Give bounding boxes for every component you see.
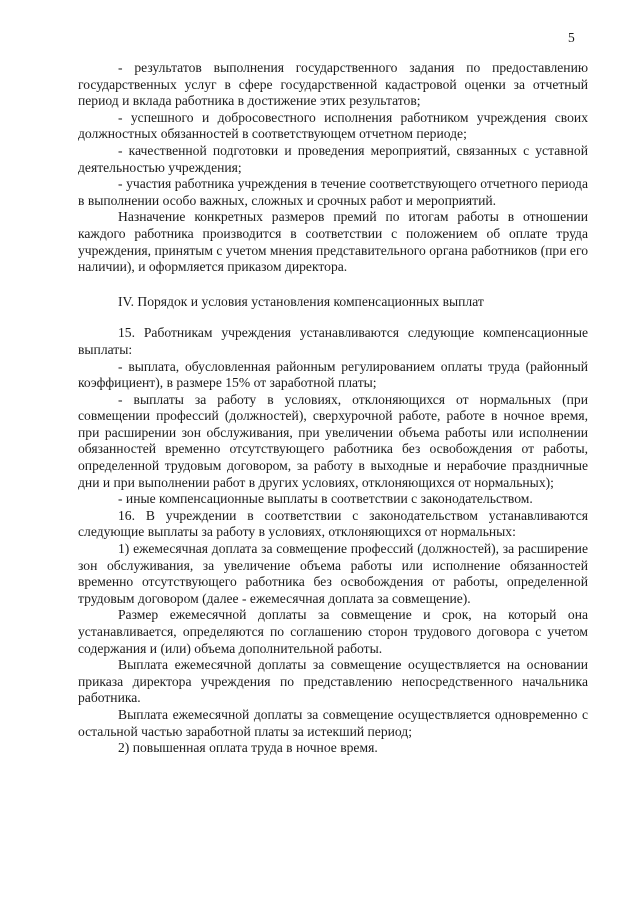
paragraph: 15. Работникам учреждения устанавливаются следующие компенсационные выплаты:: [78, 325, 588, 357]
paragraph: Назначение конкретных размеров премий по итогам работы в отношении каждого работника производится в соответствии с положением об оплате труда учреждения, принятым с учетом мнения представительного органа работников (при его наличии), и оформляется приказом директора.: [78, 209, 588, 275]
paragraph: - качественной подготовки и проведения мероприятий, связанных с уставной деятельностью учреждения;: [78, 142, 588, 175]
paragraph: Выплата ежемесячной доплаты за совмещение осуществляется одновременно с остальной частью заработной платы за истекший период;: [78, 706, 588, 739]
document-body: [78, 60, 588, 757]
paragraph: Выплата ежемесячной доплаты за совмещение осуществляется на основании приказа директора учреждения по представлению непосредственного начальника работника.: [78, 657, 588, 706]
paragraph: - иные компенсационные выплаты в соответствии с законодательством.: [118, 491, 533, 507]
paragraph: 1) ежемесячная доплата за совмещение профессий (должностей), за расширение зон обслуживания, за увеличение объема работы или исполнение обязанностей временно отсутствующего работника без освобождения от работы, определенной трудовым договором (далее - ежемесячная доплата за совмещение).: [78, 541, 588, 606]
paragraph: Размер ежемесячной доплаты за совмещение и срок, на который она устанавливается, определяются по соглашению сторон трудового договора с учетом содержания и (или) объема дополнительной работы.: [78, 607, 588, 656]
paragraph: - результатов выполнения государственного задания по предоставлению государственных услуг в сфере государственной кадастровой оценки за отчетный период и вклада работника в достижение этих результатов;: [78, 60, 588, 109]
paragraph: - выплата, обусловленная районным регулированием оплаты труда (районный коэффициент), в размере 15% от заработной платы;: [78, 358, 588, 391]
paragraph: - выплаты за работу в условиях, отклоняющихся от нормальных (при совмещении профессий (должностей), сверхурочной работе, работе в ночное время, при расширении зон обслуживания, при увеличении объема работы или исполнении обязанностей временно отсутствующего работника без освобождения от работы, определенной трудовым договором, за работу в выходные и нерабочие праздничные дни и при выполнении работ в других условиях, отклоняющихся от нормальных);: [78, 391, 588, 490]
page-number: 5: [568, 30, 575, 45]
paragraph: - успешного и добросовестного исполнения работником учреждения своих должностных обязанностей в соответствующем отчетном периоде;: [78, 109, 588, 142]
paragraph: - участия работника учреждения в течение соответствующего отчетного периода в выполнении особо важных, сложных и срочных работ и мероприятий.: [78, 176, 588, 208]
section-heading: IV. Порядок и условия установления компенсационных выплат: [118, 293, 484, 309]
paragraph: 16. В учреждении в соответствии с законодательством устанавливаются следующие выплаты за работу в условиях, отклоняющихся от нормальных:: [78, 507, 588, 540]
paragraph: 2) повышенная оплата труда в ночное время.: [118, 740, 378, 756]
